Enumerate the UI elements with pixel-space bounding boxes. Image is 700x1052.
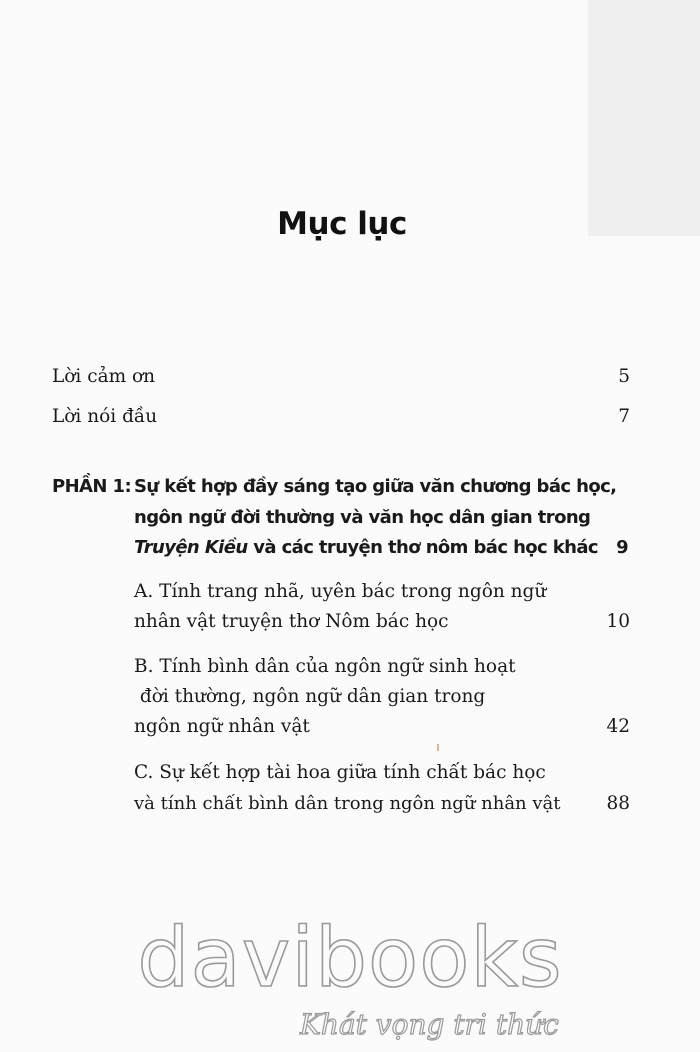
section-a-page: 10 <box>606 611 630 632</box>
section-b-line-3: ngôn ngữ nhân vật <box>134 716 310 737</box>
watermark-logo: davibooks <box>137 911 563 1006</box>
toc-entry-foreword: Lời nói đầu <box>52 406 158 427</box>
watermark-tagline: Khát vọng tri thức <box>300 1008 559 1041</box>
section-b-page: 42 <box>606 716 630 737</box>
section-c-line-1: C. Sự kết hợp tài hoa giữa tính chất bác học <box>134 762 546 783</box>
section-a-line-2: nhân vật truyện thơ Nôm bác học <box>134 611 449 632</box>
section-a-line-1: A. Tính trang nhã, uyên bác trong ngôn ngữ <box>134 581 547 602</box>
part-label: PHẦN 1: <box>52 476 132 497</box>
toc-entry-acknowledgements: Lời cảm ơn <box>52 366 156 387</box>
part-title-line-3 <box>134 537 598 558</box>
part-title-line-3-rest: và các truyện thơ nôm bác học khác <box>247 537 598 558</box>
part-page: 9 <box>616 537 628 558</box>
toc-page-foreword: 7 <box>618 406 630 427</box>
print-speck <box>437 744 439 751</box>
section-b-line-2: đời thường, ngôn ngữ dân gian trong <box>134 686 486 707</box>
toc-page-acknowledgements: 5 <box>618 366 630 387</box>
section-b-line-1: B. Tính bình dân của ngôn ngữ sinh hoạt <box>134 656 516 677</box>
part-title-line-1: Sự kết hợp đầy sáng tạo giữa văn chương bác học, <box>134 476 617 497</box>
section-c-line-2: và tính chất bình dân trong ngôn ngữ nhân vật <box>134 793 561 814</box>
section-c-page: 88 <box>606 793 630 814</box>
page-corner-shade <box>588 0 700 236</box>
page-title: Mục lục <box>277 206 407 242</box>
book-title: Truyện Kiều <box>134 537 248 558</box>
part-title-line-2: ngôn ngữ đời thường và văn học dân gian trong <box>134 507 591 528</box>
